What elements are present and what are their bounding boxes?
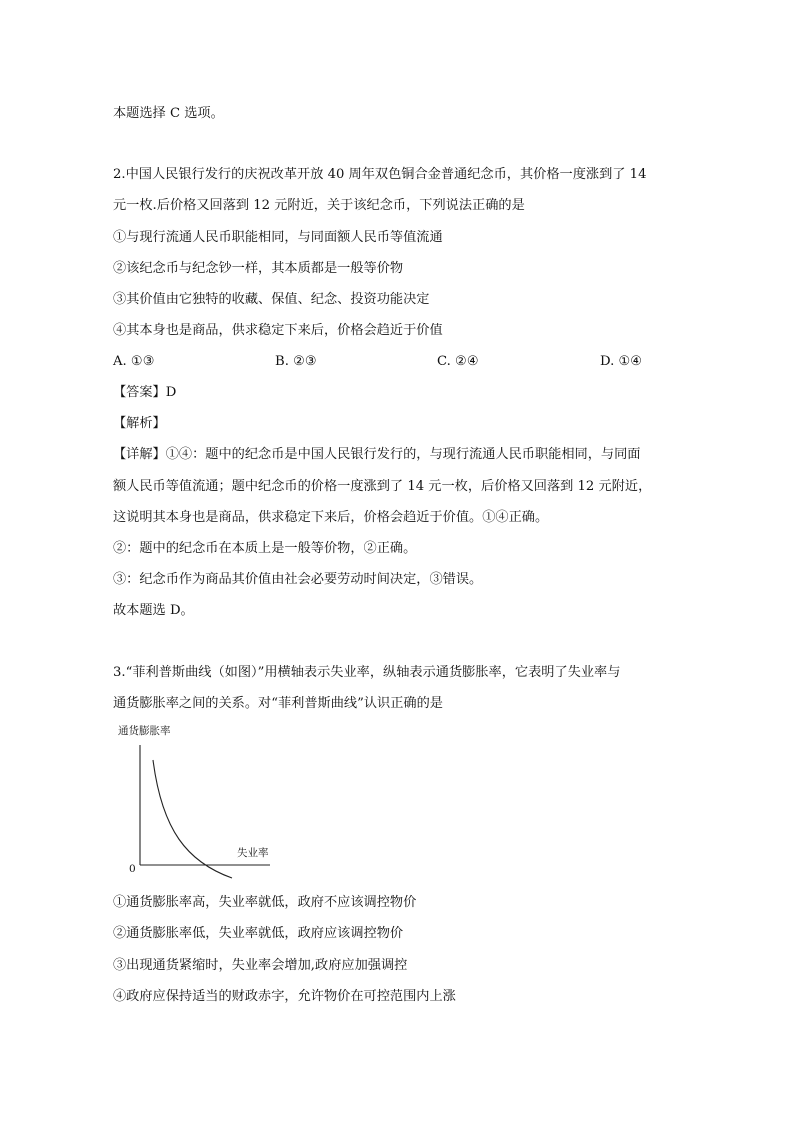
q2-option-c: C. ②④ [437,354,479,369]
q2-item-4: ④其本身也是商品，供求稳定下来后，价格会趋近于价值 [113,323,443,338]
q2-item-2: ②该纪念币与纪念钞一样，其本质都是一般等价物 [113,261,404,276]
phillips-curve [153,760,232,878]
intro-line: 本题选择 C 选项。 [113,106,224,121]
q3-item-1: ①通货膨胀率高，失业率就低，政府不应该调控物价 [113,895,417,910]
q2-analysis-label: 【解析】 [113,416,166,431]
graph-x-label: 失业率 [237,847,269,859]
q2-detail-line-1: 【详解】①④：题中的纪念币是中国人民银行发行的，与现行流通人民币职能相同，与同面 [113,447,641,462]
q2-item-1: ①与现行流通人民币职能相同，与同面额人民币等值流通 [113,230,443,245]
q2-item-3: ③其价值由它独特的收藏、保值、纪念、投资功能决定 [113,292,430,307]
q3-item-4: ④政府应保持适当的财政赤字，允许物价在可控范围内上涨 [113,989,456,1004]
q2-answer: 【答案】D [113,385,177,400]
q2-stem-line2: 元一枚.后价格又回落到 12 元附近，关于该纪念币，下列说法正确的是 [113,198,525,213]
q3-stem-line1: 3.“菲利普斯曲线（如图）”用横轴表示失业率，纵轴表示通货膨胀率，它表明了失业率与 [113,665,621,680]
q2-detail-line-3: 这说明其本身也是商品，供求稳定下来后，价格会趋近于价值。①④正确。 [113,510,549,525]
q2-detail-line-4: ②：题中的纪念币在本质上是一般等价物，②正确。 [113,541,417,556]
q2-detail-line-6: 故本题选 D。 [113,603,194,618]
q2-stem-line1: 2.中国人民银行发行的庆祝改革开放 40 周年双色铜合金普通纪念币，其价格一度涨到了 14 [113,167,647,182]
q2-option-d: D. ①④ [600,354,643,369]
graph-y-label: 通货膨胀率 [118,725,171,737]
q2-option-a: A. ①③ [113,354,155,369]
q3-item-2: ②通货膨胀率低，失业率就低，政府应该调控物价 [113,926,404,941]
phillips-curve-figure [112,720,282,885]
q3-item-3: ③出现通货紧缩时，失业率会增加,政府应加强调控 [113,958,408,973]
q2-detail-line-2: 额人民币等值流通；题中纪念币的价格一度涨到了 14 元一枚，后价格又回落到 12 元附近， [113,479,652,494]
graph-origin-label: 0 [129,863,136,875]
q3-stem-line2: 通货膨胀率之间的关系。对“菲利普斯曲线”认识正确的是 [113,696,443,711]
q2-option-b: B. ②③ [275,354,317,369]
q2-detail-line-5: ③：纪念币作为商品其价值由社会必要劳动时间决定，③错误。 [113,572,483,587]
